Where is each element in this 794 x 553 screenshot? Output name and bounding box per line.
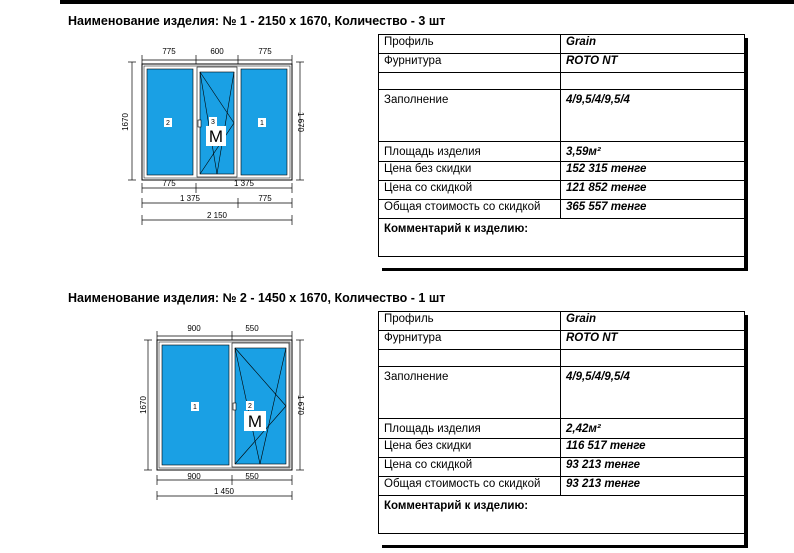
p1-row-total-label: Общая стоимость со скидкой — [379, 200, 561, 219]
product-1-title: Наименование изделия: № 1 - 2150 х 1670, Количество - 3 шт — [68, 14, 446, 28]
p1-sash-label-2: 3 — [211, 119, 215, 126]
p1-table-shadow-bottom — [382, 268, 748, 271]
p1-row-hardware-label: Фурнитура — [379, 54, 561, 73]
p2-row-profile-label: Профиль — [379, 312, 561, 331]
p1-mosquito-mark: M — [208, 127, 224, 146]
p1-row-discount-label: Цена со скидкой — [379, 181, 561, 200]
p2-row-empty-value — [561, 350, 745, 367]
p2-table-shadow-right — [744, 315, 748, 547]
p2-row-total-label: Общая стоимость со скидкой — [379, 477, 561, 496]
product-2-spec-table — [378, 311, 745, 534]
p2-height-left: 1670 — [139, 396, 148, 414]
p2-row-price-value: 116 517 тенге — [561, 439, 745, 458]
p2-top-dim-2: 550 — [245, 324, 259, 333]
p1-bottom2-dim-2: 775 — [258, 194, 272, 203]
p1-row-area-label: Площадь изделия — [379, 142, 561, 162]
p1-top-dim-2: 600 — [210, 47, 224, 56]
p1-row-filling-label: Заполнение — [379, 90, 561, 142]
p2-row-area-value: 2,42м² — [561, 419, 745, 439]
p1-sash-label-1: 2 — [166, 120, 170, 127]
p2-comment-label: Комментарий к изделию: — [379, 496, 745, 534]
p2-row-hardware-label: Фурнитура — [379, 331, 561, 350]
p1-height-left: 1670 — [121, 113, 130, 131]
p2-row-discount-value: 93 213 тенге — [561, 458, 745, 477]
p2-row-hardware-value: ROTO NT — [561, 331, 745, 350]
p2-sash-label-1: 1 — [193, 404, 197, 411]
p2-row-filling-value: 4/9,5/4/9,5/4 — [561, 367, 745, 419]
p1-sash-label-3: 1 — [260, 120, 264, 127]
p1-row-empty-label — [379, 73, 561, 90]
p2-bottom1-dim-1: 900 — [187, 472, 201, 481]
product-2-title: Наименование изделия: № 2 - 1450 х 1670, Количество - 1 шт — [68, 291, 446, 305]
p2-row-price-label: Цена без скидки — [379, 439, 561, 458]
p1-top-dim-1: 775 — [162, 47, 176, 56]
p1-row-discount-value: 121 852 тенге — [561, 181, 745, 200]
p1-row-price-value: 152 315 тенге — [561, 162, 745, 181]
p2-height-right: 1 670 — [296, 394, 305, 416]
p2-table-shadow-bottom — [382, 545, 748, 548]
p1-height-right: 1 670 — [296, 111, 305, 133]
p1-row-empty-value — [561, 73, 745, 90]
p2-row-empty-label — [379, 350, 561, 367]
p2-row-discount-label: Цена со скидкой — [379, 458, 561, 477]
p2-bottom-total: 1 450 — [213, 487, 235, 496]
product-1-spec-table — [378, 34, 745, 257]
p2-row-total-value: 93 213 тенге — [561, 477, 745, 496]
p2-mosquito-mark: M — [247, 412, 263, 431]
top-border-line — [60, 0, 794, 4]
p1-bottom2-dim-1: 1 375 — [179, 194, 201, 203]
p2-row-profile-value: Grain — [561, 312, 745, 331]
p1-bottom1-dim-2: 1 375 — [233, 179, 255, 188]
p1-row-price-label: Цена без скидки — [379, 162, 561, 181]
product-1-drawing — [120, 40, 310, 230]
p1-table-shadow-right — [744, 38, 748, 270]
p2-sash-right — [235, 348, 286, 464]
p1-comment-label: Комментарий к изделию: — [379, 219, 745, 257]
p2-bottom1-dim-2: 550 — [245, 472, 259, 481]
p2-row-filling-label: Заполнение — [379, 367, 561, 419]
p1-row-total-value: 365 557 тенге — [561, 200, 745, 219]
p1-bottom1-dim-1: 775 — [162, 179, 176, 188]
p1-row-area-value: 3,59м² — [561, 142, 745, 162]
p2-top-dim-1: 900 — [187, 324, 201, 333]
p1-row-hardware-value: ROTO NT — [561, 54, 745, 73]
p1-top-dim-3: 775 — [258, 47, 272, 56]
p1-bottom-total: 2 150 — [206, 211, 228, 220]
p1-row-filling-value: 4/9,5/4/9,5/4 — [561, 90, 745, 142]
product-2-drawing — [140, 318, 315, 500]
p1-row-profile-value: Grain — [561, 35, 745, 54]
p1-row-profile-label: Профиль — [379, 35, 561, 54]
p2-row-area-label: Площадь изделия — [379, 419, 561, 439]
p2-sash-label-2: 2 — [248, 403, 252, 410]
